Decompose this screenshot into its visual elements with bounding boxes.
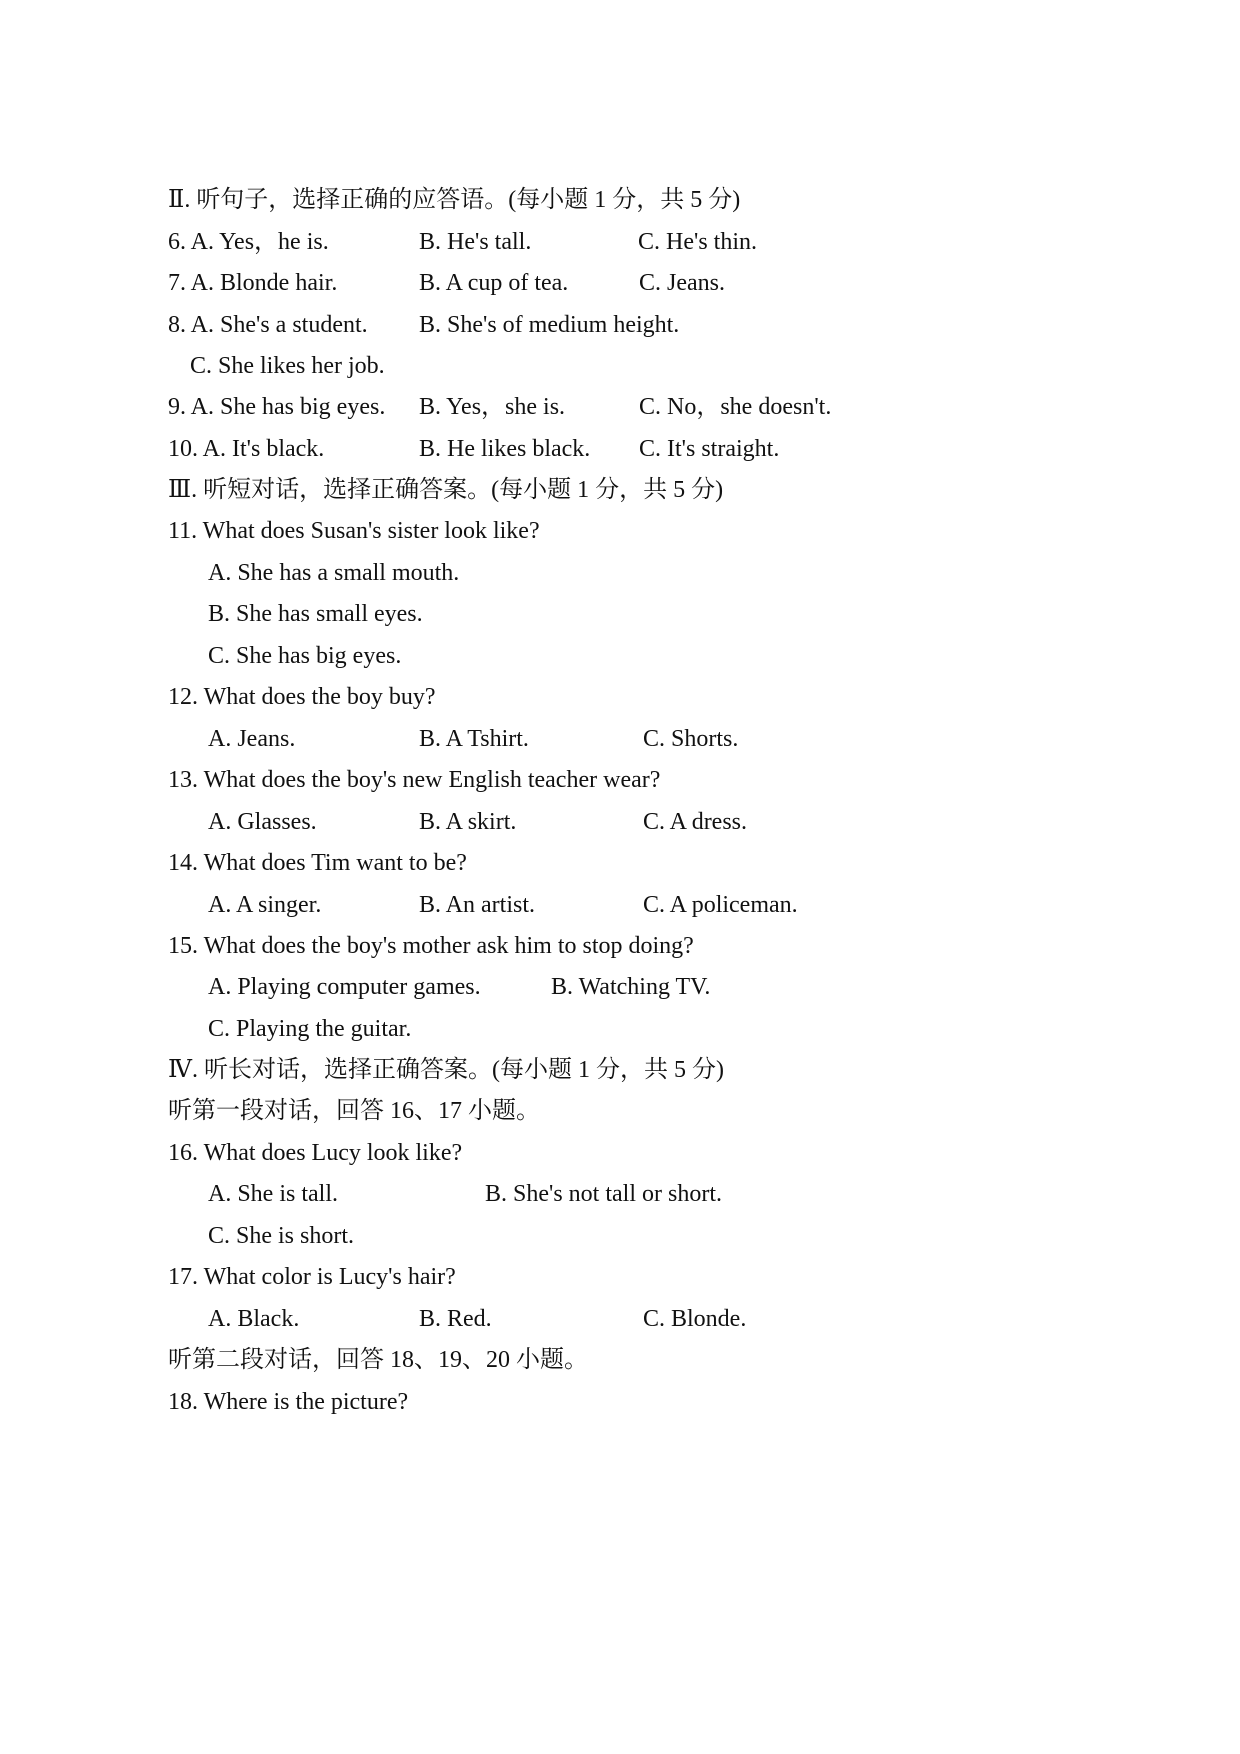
option-b: B. She's not tall or short. — [485, 1181, 722, 1207]
question-text: 11. What does Susan's sister look like? — [168, 518, 540, 544]
option-a: A. A singer. — [208, 892, 322, 918]
option-a: 6. A. Yes，he is. — [168, 229, 329, 255]
section-2-heading-line — [0, 183, 1240, 217]
option-c: C. Blonde. — [643, 1306, 747, 1332]
question-15 — [0, 929, 1240, 963]
option-b: B. Red. — [419, 1306, 492, 1332]
section-3-heading: Ⅲ. 听短对话，选择正确答案。(每小题 1 分，共 5 分) — [168, 477, 724, 503]
question-16-options — [0, 1177, 1240, 1211]
question-17 — [0, 1260, 1240, 1294]
option-c: C. Playing the guitar. — [208, 1016, 412, 1042]
option-b: B. A Tshirt. — [419, 726, 529, 752]
question-12-options — [0, 722, 1240, 756]
question-11-option-c — [0, 639, 1240, 673]
option-a: A. She is tall. — [208, 1181, 338, 1207]
option-b: B. He's tall. — [419, 229, 532, 255]
option-a: 10. A. It's black. — [168, 436, 325, 462]
question-text: 18. Where is the picture? — [168, 1389, 409, 1415]
question-8-c-line — [0, 349, 1240, 383]
question-6 — [0, 225, 1240, 259]
option-c: C. She likes her job. — [190, 353, 385, 379]
question-11-option-b — [0, 597, 1240, 631]
option-a: A. Black. — [208, 1306, 300, 1332]
option-c: C. Shorts. — [643, 726, 739, 752]
question-15-option-c — [0, 1012, 1240, 1046]
question-13 — [0, 763, 1240, 797]
question-11 — [0, 514, 1240, 548]
question-8 — [0, 308, 1240, 342]
section-4-heading-line — [0, 1053, 1240, 1087]
option-a: A. Jeans. — [208, 726, 296, 752]
option-b: B. She has small eyes. — [208, 601, 423, 627]
option-c: C. Jeans. — [639, 270, 725, 296]
option-c: C. A dress. — [643, 809, 748, 835]
question-14-options — [0, 888, 1240, 922]
question-text: 16. What does Lucy look like? — [168, 1140, 463, 1166]
question-text: 12. What does the boy buy? — [168, 684, 436, 710]
option-a: 9. A. She has big eyes. — [168, 394, 386, 420]
option-b: B. Yes，she is. — [419, 394, 566, 420]
question-14 — [0, 846, 1240, 880]
option-c: C. He's thin. — [638, 229, 757, 255]
option-c: C. A policeman. — [643, 892, 798, 918]
option-a: A. Playing computer games. — [208, 974, 481, 1000]
question-10 — [0, 432, 1240, 466]
dialogue-2-instruction-line — [0, 1343, 1240, 1377]
question-16-option-c — [0, 1219, 1240, 1253]
section-2-heading: Ⅱ. 听句子，选择正确的应答语。(每小题 1 分，共 5 分) — [168, 187, 741, 213]
question-text: 15. What does the boy's mother ask him to stop doing? — [168, 933, 694, 959]
question-18 — [0, 1385, 1240, 1419]
question-15-options — [0, 970, 1240, 1004]
question-17-options — [0, 1302, 1240, 1336]
option-a: 8. A. She's a student. — [168, 312, 368, 338]
option-b: B. A skirt. — [419, 809, 517, 835]
option-b: B. He likes black. — [419, 436, 591, 462]
option-b: B. A cup of tea. — [419, 270, 569, 296]
option-a: A. Glasses. — [208, 809, 317, 835]
option-c: C. No，she doesn't. — [639, 394, 832, 420]
question-text: 13. What does the boy's new English teacher wear? — [168, 767, 661, 793]
section-3-heading-line — [0, 473, 1240, 507]
option-c: C. She has big eyes. — [208, 643, 402, 669]
section-4-heading: Ⅳ. 听长对话，选择正确答案。(每小题 1 分，共 5 分) — [168, 1057, 724, 1083]
option-a: 7. A. Blonde hair. — [168, 270, 338, 296]
question-9 — [0, 390, 1240, 424]
dialogue-1-instruction-line — [0, 1094, 1240, 1128]
option-b: B. She's of medium height. — [419, 312, 680, 338]
question-text: 17. What color is Lucy's hair? — [168, 1264, 456, 1290]
question-text: 14. What does Tim want to be? — [168, 850, 467, 876]
question-13-options — [0, 805, 1240, 839]
option-b: B. Watching TV. — [551, 974, 711, 1000]
dialogue-2-instruction: 听第二段对话，回答 18、19、20 小题。 — [168, 1347, 588, 1373]
question-16 — [0, 1136, 1240, 1170]
question-7 — [0, 266, 1240, 300]
option-c: C. She is short. — [208, 1223, 355, 1249]
dialogue-1-instruction: 听第一段对话，回答 16、17 小题。 — [168, 1098, 540, 1124]
option-a: A. She has a small mouth. — [208, 560, 460, 586]
question-12 — [0, 680, 1240, 714]
option-b: B. An artist. — [419, 892, 536, 918]
option-c: C. It's straight. — [639, 436, 780, 462]
question-11-option-a — [0, 556, 1240, 590]
